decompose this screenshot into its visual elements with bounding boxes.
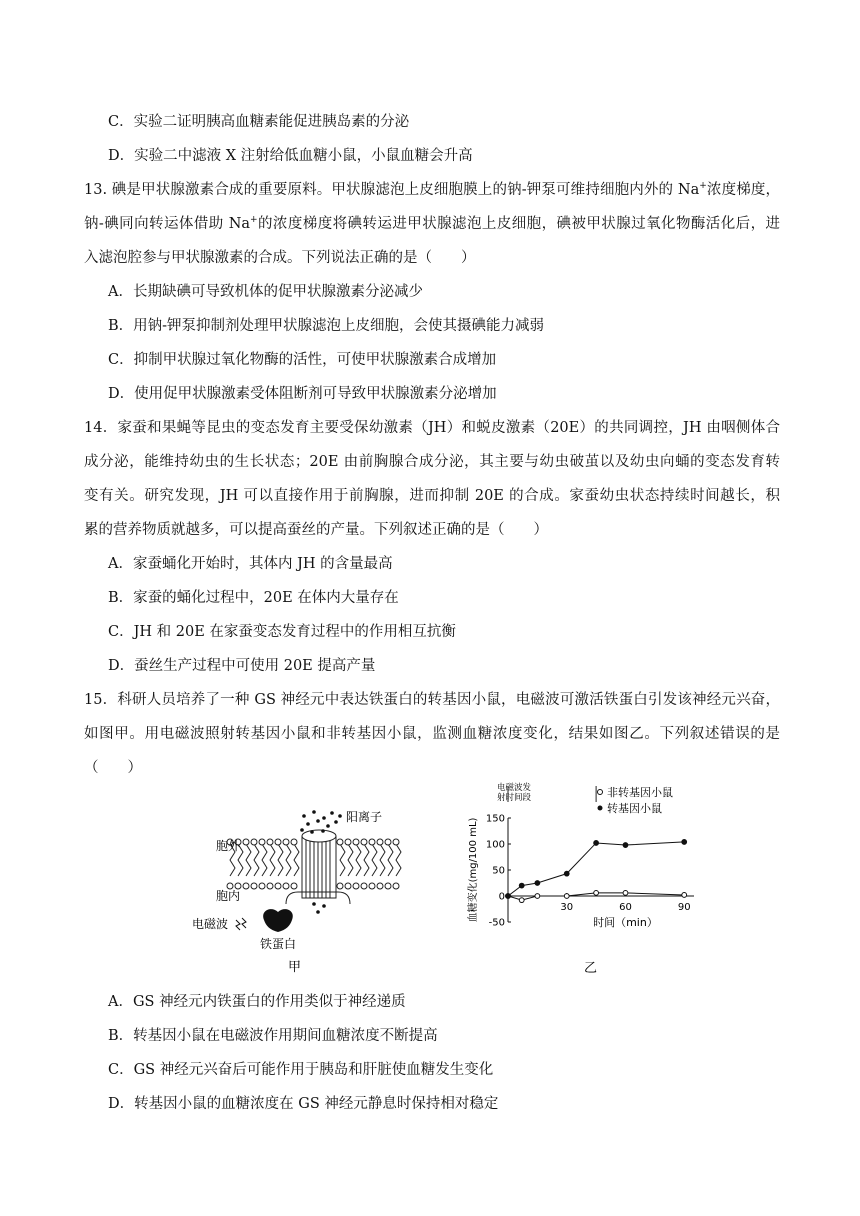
point-transgenic bbox=[594, 841, 599, 846]
x-tick-label: 30 bbox=[560, 902, 574, 913]
legend-marker-transgenic bbox=[598, 806, 603, 811]
figure-b-caption: 乙 bbox=[584, 961, 598, 976]
point-transgenic bbox=[535, 881, 540, 886]
q15-option-a: A．GS 神经元内铁蛋白的作用类似于神经递质 bbox=[108, 994, 406, 1010]
q14-option-d: D．蚕丝生产过程中可使用 20E 提高产量 bbox=[108, 658, 376, 674]
inside-label: 胞内 bbox=[216, 889, 241, 903]
q15-stem-line-2: 如图甲。用电磁波照射转基因小鼠和非转基因小鼠，监测血糖浓度变化，结果如图乙。下列叙述错误的是 bbox=[84, 726, 780, 742]
outside-label: 胞外 bbox=[216, 839, 241, 853]
point-nontransgenic bbox=[623, 890, 628, 895]
q15-option-c: C．GS 神经元兴奋后可能作用于胰岛和肝脏使血糖发生变化 bbox=[108, 1062, 494, 1078]
y-axis-label: 血糖变化(mg/100 mL) bbox=[468, 817, 479, 923]
cation-label: 阳离子 bbox=[346, 810, 383, 824]
x-axis-label: 时间（min） bbox=[593, 916, 658, 929]
y-tick-label: 0 bbox=[498, 891, 505, 903]
q13-option-b: B．用钠-钾泵抑制剂处理甲状腺滤泡上皮细胞，会使其摄碘能力减弱 bbox=[108, 318, 545, 334]
q12-option-d: D．实验二中滤液 X 注射给低血糖小鼠，小鼠血糖会升高 bbox=[108, 148, 473, 164]
q14-stem-line-1: 14．家蚕和果蝇等昆虫的变态发育主要受保幼激素（JH）和蜕皮激素（20E）的共同调控，JH 由咽侧体合 bbox=[84, 420, 780, 436]
point-transgenic bbox=[682, 840, 687, 845]
q14-option-b: B．家蚕的蛹化过程中，20E 在体内大量存在 bbox=[108, 590, 399, 606]
q13-option-a: A．长期缺碘可导致机体的促甲状腺激素分泌减少 bbox=[108, 284, 423, 300]
point-nontransgenic bbox=[682, 893, 687, 898]
membrane-lipid-tails-left bbox=[230, 844, 299, 876]
membrane-lipid-tails-right bbox=[340, 844, 401, 876]
cation-label-dot bbox=[338, 814, 342, 818]
y-tick-label: 150 bbox=[485, 813, 505, 825]
y-tick-label: 100 bbox=[485, 839, 505, 851]
q12-option-c: C．实验二证明胰高血糖素能促进胰岛素的分泌 bbox=[108, 114, 410, 130]
q15-stem-line-3: （ ） bbox=[84, 760, 142, 776]
q15-option-b: B．转基因小鼠在电磁波作用期间血糖浓度不断提高 bbox=[108, 1028, 438, 1044]
window-label-line-1: 电磁波发 bbox=[496, 783, 532, 793]
y-tick-label: 50 bbox=[492, 865, 505, 877]
q14-stem-line-2: 成分泌，能维持幼虫的生长状态；20E 由前胸腺合成分泌，其主要与幼虫破茧以及幼虫向蛹的变态发育转 bbox=[84, 454, 780, 470]
legend bbox=[598, 785, 674, 815]
figure-b-blood-glucose-chart bbox=[460, 778, 720, 978]
window-label-line-2: 射时间段 bbox=[496, 793, 532, 803]
x-tick-label: 60 bbox=[619, 902, 632, 913]
legend-label-nontransgenic: 非转基因小鼠 bbox=[607, 786, 673, 799]
point-nontransgenic bbox=[564, 894, 569, 899]
q14-option-a: A．家蚕蛹化开始时，其体内 JH 的含量最高 bbox=[108, 556, 393, 572]
point-nontransgenic bbox=[535, 894, 540, 899]
legend-label-transgenic: 转基因小鼠 bbox=[607, 802, 662, 815]
point-transgenic bbox=[623, 843, 628, 848]
q13-stem-line-1: 13. 碘是甲状腺激素合成的重要原料。甲状腺滤泡上皮细胞膜上的钠-钾泵可维持细胞内外的 Na+浓度梯度， bbox=[84, 181, 780, 198]
point-transgenic bbox=[506, 894, 511, 899]
q13-option-d: D．使用促甲状腺激素受体阻断剂可导致甲状腺激素分泌增加 bbox=[108, 386, 497, 402]
point-nontransgenic bbox=[519, 898, 524, 903]
q14-stem-line-4: 累的营养物质就越多，可以提高蚕丝的产量。下列叙述正确的是（ ） bbox=[84, 522, 548, 538]
wave-label: 电磁波 bbox=[192, 917, 229, 931]
point-transgenic bbox=[519, 883, 524, 888]
ferritin-label: 铁蛋白 bbox=[260, 937, 297, 951]
q13-stem-line-2: 钠-碘同向转运体借助 Na+的浓度梯度将碘转运进甲状腺滤泡上皮细胞，碘被甲状腺过氧化物酶活化后，进 bbox=[84, 215, 780, 232]
q13-stem-line-3: 入滤泡腔参与甲状腺激素的合成。下列说法正确的是（ ） bbox=[84, 250, 476, 266]
q14-option-c: C．JH 和 20E 在家蚕变态发育过程中的作用相互抗衡 bbox=[108, 624, 456, 640]
legend-marker-nontransgenic bbox=[598, 790, 603, 795]
point-nontransgenic bbox=[594, 890, 599, 895]
q13-option-c: C．抑制甲状腺过氧化物酶的活性，可使甲状腺激素合成增加 bbox=[108, 352, 497, 368]
y-tick-label: -50 bbox=[488, 917, 505, 929]
ferritin-blob bbox=[263, 909, 293, 932]
emission-window-marker bbox=[497, 782, 596, 803]
x-tick-label: 90 bbox=[677, 902, 691, 913]
figure-a-membrane-channel bbox=[190, 808, 430, 978]
q15-option-d: D．转基因小鼠的血糖浓度在 GS 神经元静息时保持相对稳定 bbox=[108, 1096, 499, 1112]
point-transgenic bbox=[564, 871, 569, 876]
q14-stem-line-3: 变有关。研究发现，JH 可以直接作用于前胸腺，进而抑制 20E 的合成。家蚕幼虫状态持续时间越长，积 bbox=[84, 488, 780, 504]
figure-a-caption: 甲 bbox=[288, 960, 302, 975]
electromagnetic-wave-icon bbox=[236, 918, 246, 930]
series-line-transgenic bbox=[508, 842, 684, 896]
q15-stem-line-1: 15．科研人员培养了一种 GS 神经元中表达铁蛋白的转基因小鼠，电磁波可激活铁蛋白引发该神经元兴奋， bbox=[84, 692, 780, 708]
